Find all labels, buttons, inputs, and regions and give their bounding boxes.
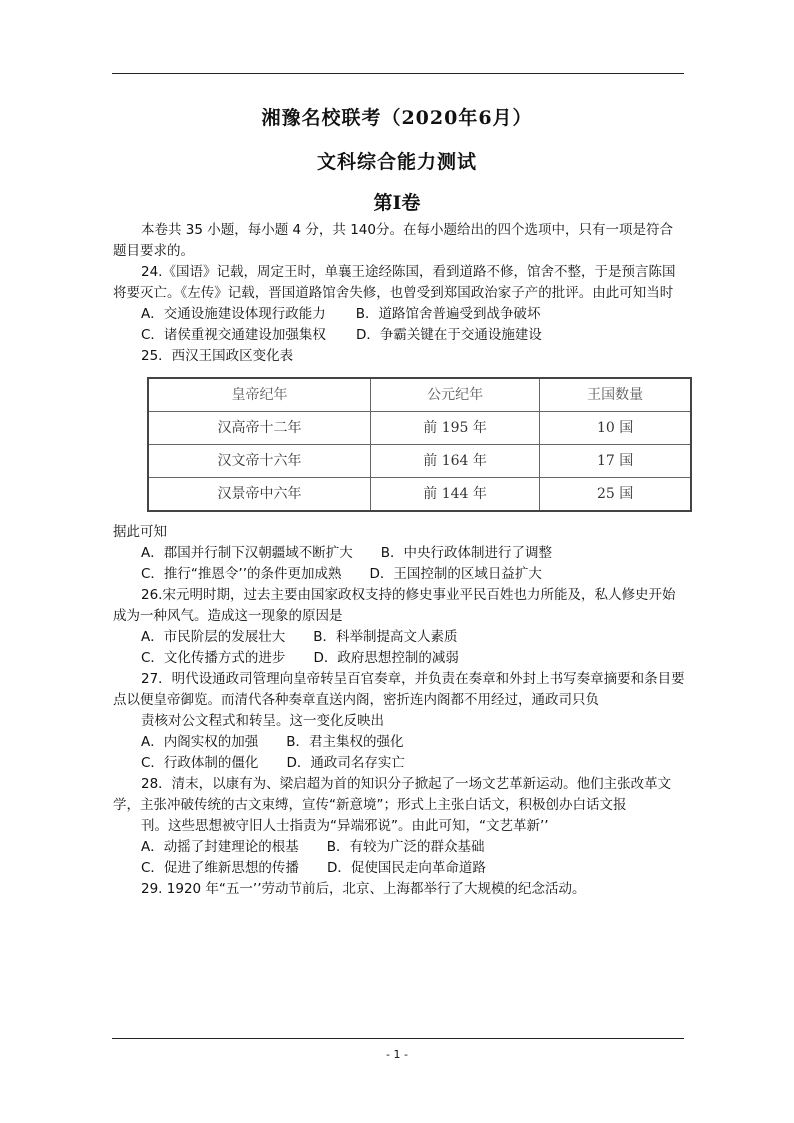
table-cell: 17 国 bbox=[540, 445, 691, 478]
q24-option-d: D．争霸关键在于交通设施建设 bbox=[355, 327, 542, 343]
q25-option-a: A．郡国并行制下汉朝疆域不断扩大 bbox=[141, 545, 353, 561]
table-cell: 汉高帝十二年 bbox=[148, 412, 370, 445]
q27-options-row2 bbox=[113, 753, 685, 774]
q28-option-a: A．动摇了封建理论的根基 bbox=[141, 839, 299, 855]
q25-stem: 25．西汉王国政区变化表 bbox=[141, 348, 294, 364]
q24-options-row1 bbox=[113, 304, 685, 325]
q26-options-row2 bbox=[113, 648, 685, 669]
q25-option-c: C．推行“推恩令’’的条件更加成熟 bbox=[141, 566, 342, 582]
q28-options-row1 bbox=[113, 837, 685, 858]
q29-stem: 29. 1920 年“五一’’劳动节前后，北京、上海都举行了大规模的纪念活动。 bbox=[141, 881, 586, 897]
table-cell: 前 164 年 bbox=[370, 445, 539, 478]
table-row bbox=[148, 478, 691, 512]
table-header-cell: 皇帝纪年 bbox=[148, 378, 370, 412]
q28-option-d: D．促使国民走向革命道路 bbox=[326, 860, 486, 876]
table-row bbox=[148, 412, 691, 445]
q26-option-d: D．政府思想控制的减弱 bbox=[313, 650, 459, 666]
table-cell: 汉文帝十六年 bbox=[148, 445, 370, 478]
table-cell: 汉景帝中六年 bbox=[148, 478, 370, 512]
q25-lead: 据此可知 bbox=[113, 524, 167, 540]
table-row bbox=[148, 445, 691, 478]
table-header-cell: 王国数量 bbox=[540, 378, 691, 412]
q27-option-d: D．通政司名存实亡 bbox=[286, 755, 405, 771]
q28-stem: 28．清末，以康有为、梁启超为首的知识分子掀起了一场文艺革新运动。他们主张改革文学，主张冲破传统的古文束缚，宣传“新意境”；形式上主张白话文，积极创办白话文报 bbox=[113, 776, 672, 813]
table-cell: 10 国 bbox=[540, 412, 691, 445]
q28-option-b: B．有较为广泛的群众基础 bbox=[326, 839, 485, 855]
table-header-row bbox=[148, 378, 691, 412]
q25-options-row2 bbox=[113, 564, 685, 585]
table-header-cell: 公元纪年 bbox=[370, 378, 539, 412]
q25-options-row1 bbox=[113, 543, 685, 564]
q27-option-c: C．行政体制的僵化 bbox=[141, 755, 259, 771]
q24-stem: 24.《国语》记载，周定王时，单襄王途经陈国，看到道路不修，馆舍不整，于是预言陈国将要灭亡。《左传》记载，晋国道路馆舍失修，也曾受到郑国政治家子产的批评。由此可知当时 bbox=[113, 264, 676, 301]
q24-option-b: B．道路馆舍普遍受到战争破坏 bbox=[355, 306, 541, 322]
q27-option-a: A．内阁实权的加强 bbox=[141, 734, 259, 750]
footer-rule bbox=[112, 1038, 684, 1039]
exam-subtitle: 文科综合能力测试 bbox=[316, 151, 477, 173]
q24-options-row2 bbox=[113, 325, 685, 346]
q26-option-a: A．市民阶层的发展壮大 bbox=[141, 629, 286, 645]
q28-stem-cont: 刊。这些思想被守旧人士指责为“异端邪说”。由此可知，“文艺革新’’ bbox=[141, 818, 549, 834]
exam-title: 湘豫名校联考（2020年6月） bbox=[261, 107, 533, 129]
q25-option-b: B．中央行政体制进行了调整 bbox=[380, 545, 553, 561]
q25-table bbox=[147, 377, 692, 512]
table-cell: 前 144 年 bbox=[370, 478, 539, 512]
q28-options-row2 bbox=[113, 858, 685, 879]
intro-text: 本卷共 35 小题，每小题 4 分，共 140分。在每小题给出的四个选项中，只有一项是符合题目要求的。 bbox=[113, 222, 673, 259]
q24-option-c: C．诸侯重视交通建设加强集权 bbox=[141, 327, 326, 343]
q27-options-row1 bbox=[113, 732, 685, 753]
header-rule bbox=[112, 73, 684, 74]
q26-options-row1 bbox=[113, 627, 685, 648]
question-body bbox=[113, 220, 685, 900]
table-cell: 前 195 年 bbox=[370, 412, 539, 445]
q27-stem: 27．明代设通政司管理向皇帝转呈百官奏章，并负责在奏章和外封上书写奏章摘要和条目要点以便皇帝御览。而清代各种奏章直送内阁，密折连内阁都不用经过，通政司只负 bbox=[113, 671, 685, 708]
table-cell: 25 国 bbox=[540, 478, 691, 512]
q26-option-b: B．科举制提高文人素质 bbox=[313, 629, 458, 645]
q26-stem: 26.宋元明时期，过去主要由国家政权支持的修史事业平民百姓也力所能及，私人修史开始成为一种风气。造成这一现象的原因是 bbox=[113, 587, 676, 624]
q24-option-a: A．交通设施建设体现行政能力 bbox=[141, 306, 326, 322]
q27-option-b: B．君主集权的强化 bbox=[286, 734, 404, 750]
volume-title: 第Ⅰ卷 bbox=[373, 192, 421, 214]
q25-option-d: D．王国控制的区域日益扩大 bbox=[369, 566, 542, 582]
q28-option-c: C．促进了维新思想的传播 bbox=[141, 860, 299, 876]
q26-option-c: C．文化传播方式的进步 bbox=[141, 650, 286, 666]
q27-stem-cont: 责核对公文程式和转呈。这一变化反映出 bbox=[141, 713, 384, 729]
page-number: - 1 - bbox=[386, 1048, 408, 1061]
